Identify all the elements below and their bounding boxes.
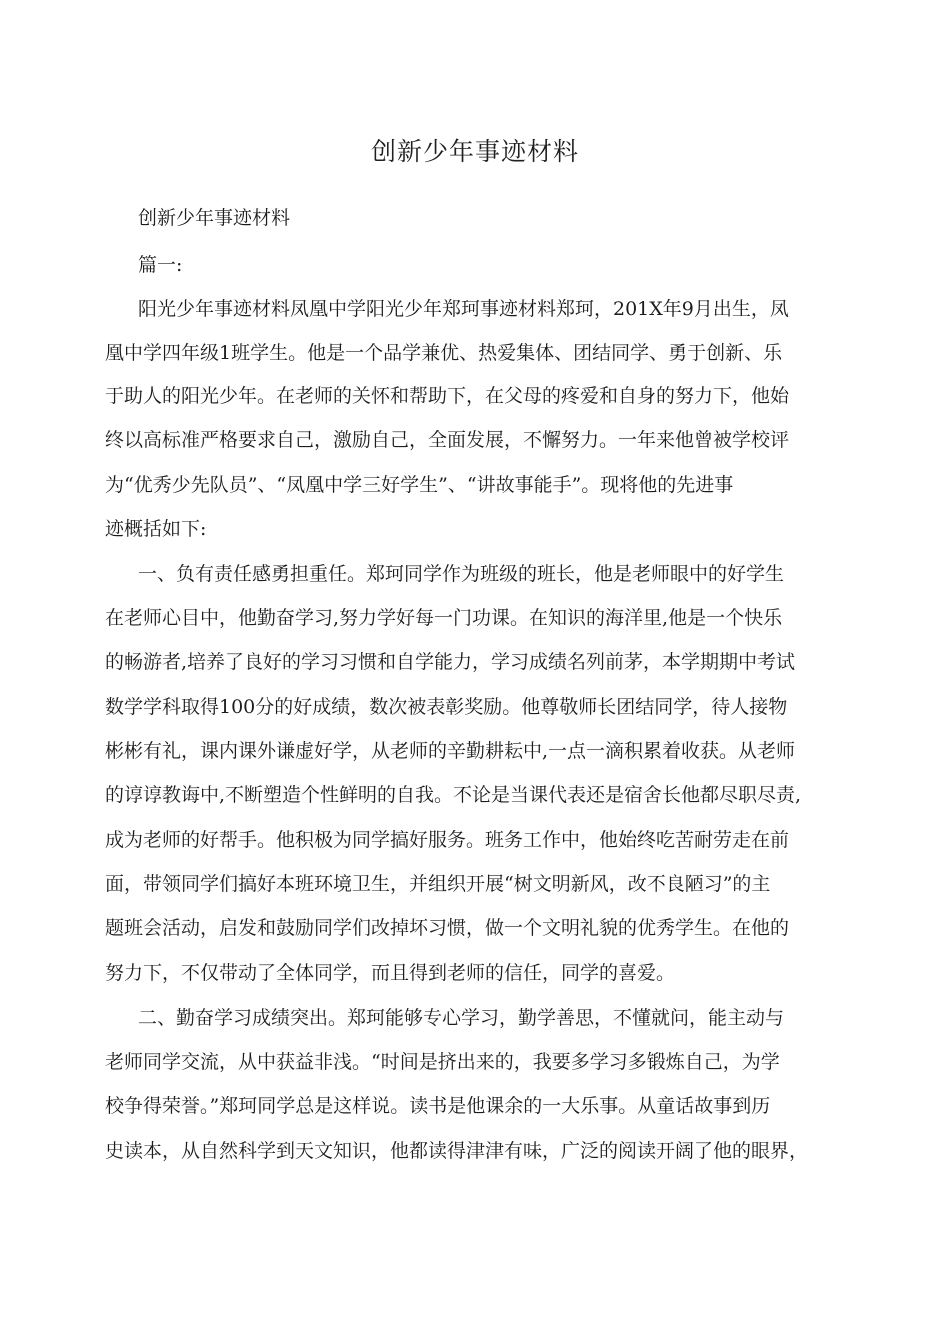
text-line: 在老师心目中，他勤奋学习,努力学好每一门功课。在知识的海洋里,他是一个快乐 bbox=[105, 607, 783, 629]
text-line: 二、勤奋学习成绩突出。郑珂能够专心学习，勤学善思，不懂就问，能主动与 bbox=[138, 1007, 785, 1029]
text-line: 阳光少年事迹材料凤凰中学阳光少年郑珂事迹材料郑珂，201X年9月出生，凤 bbox=[138, 298, 789, 320]
text-line: 彬彬有礼，课内课外谦虚好学，从老师的辛勤耕耘中,一点一滴积累着收获。从老师 bbox=[105, 740, 796, 762]
text-line: 迹概括如下: bbox=[105, 518, 207, 540]
text-line: 面，带领同学们搞好本班环境卫生，并组织开展“树文明新风，改不良陋习”的主 bbox=[105, 873, 771, 895]
text-line: 努力下，不仅带动了全体同学，而且得到老师的信任，同学的喜爱。 bbox=[105, 962, 676, 984]
document-title: 创新少年事迹材料 bbox=[370, 137, 579, 166]
section-label: 篇一: bbox=[138, 254, 183, 276]
text-line: 校争得荣誉。”郑珂同学总是这样说。读书是他课余的一大乐事。从童话故事到历 bbox=[105, 1095, 771, 1117]
text-line: 数学学科取得100分的好成绩，数次被表彰奖励。他尊敬师长团结同学，待人接物 bbox=[105, 696, 788, 718]
text-line: 一、负有责任感勇担重任。郑珂同学作为班级的班长，他是老师眼中的好学生 bbox=[138, 563, 785, 585]
text-line: 史读本，从自然科学到天文知识，他都读得津津有味，广泛的阅读开阔了他的眼界， bbox=[105, 1140, 809, 1162]
document-subtitle: 创新少年事迹材料 bbox=[138, 207, 291, 229]
text-line: 老师同学交流，从中获益非浅。“时间是挤出来的，我要多学习多锻炼自己，为学 bbox=[105, 1051, 780, 1073]
text-line: 的谆谆教诲中,不断塑造个性鲜明的自我。不论是当课代表还是宿舍长他都尽职尽责, bbox=[105, 784, 802, 806]
text-line: 成为老师的好帮手。他积极为同学搞好服务。班务工作中，他始终吃苦耐劳走在前 bbox=[105, 829, 790, 851]
text-line: 终以高标准严格要求自己，激励自己，全面发展，不懈努力。一年来他曾被学校评 bbox=[105, 429, 790, 451]
text-line: 于助人的阳光少年。在老师的关怀和帮助下，在父母的疼爱和自身的努力下，他始 bbox=[105, 385, 790, 407]
text-line: 凰中学四年级1班学生。他是一个品学兼优、热爱集体、团结同学、勇于创新、乐 bbox=[105, 342, 783, 364]
text-line: 为“优秀少先队员”、“凤凰中学三好学生”、“讲故事能手”。现将他的先进事 bbox=[105, 474, 734, 496]
text-line: 题班会活动，启发和鼓励同学们改掉坏习惯，做一个文明礼貌的优秀学生。在他的 bbox=[105, 917, 790, 939]
text-line: 的畅游者,培养了良好的学习习惯和自学能力，学习成绩名列前茅，本学期期中考试 bbox=[105, 651, 796, 673]
